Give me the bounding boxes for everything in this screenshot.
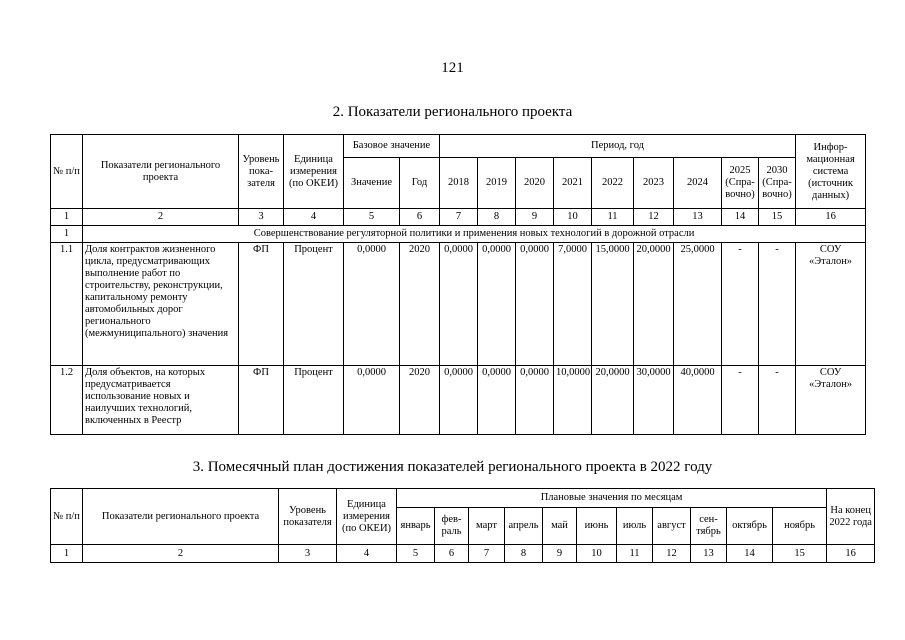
row-value: 10,0000 [554, 366, 592, 435]
col-number: 8 [478, 209, 516, 226]
header-year: 2021 [554, 158, 592, 209]
section-row-num: 1 [51, 226, 83, 243]
plan-col-number: 3 [279, 545, 337, 563]
monthly-plan-table [50, 488, 875, 563]
plan-header-month: август [653, 508, 691, 545]
plan-col-number: 5 [397, 545, 435, 563]
table-row [51, 366, 866, 435]
row-value: 15,0000 [592, 243, 634, 366]
header-period: Период, год [440, 135, 796, 158]
header-base-year: Год [400, 158, 440, 209]
header-info-system: Инфор-мационная система (источник данных) [796, 135, 866, 209]
col-number: 2 [83, 209, 239, 226]
row-value: 0,0000 [516, 243, 554, 366]
row-base-year: 2020 [400, 366, 440, 435]
plan-header-month: январь [397, 508, 435, 545]
header-year: 2024 [674, 158, 722, 209]
plan-col-number: 11 [617, 545, 653, 563]
row-value: 0,0000 [440, 243, 478, 366]
row-base-value: 0,0000 [344, 243, 400, 366]
header-year: 2022 [592, 158, 634, 209]
row-level: ФП [239, 366, 284, 435]
col-number: 15 [759, 209, 796, 226]
plan-header-num: № п/п [51, 489, 83, 545]
row-value: 25,0000 [674, 243, 722, 366]
plan-header-indicator: Показатели регионального проекта [83, 489, 279, 545]
plan-header-month: июль [617, 508, 653, 545]
header-base-value: Значение [344, 158, 400, 209]
row-base-value: 0,0000 [344, 366, 400, 435]
header-year: 2025 (Спра-вочно) [722, 158, 759, 209]
plan-header-month: апрель [505, 508, 543, 545]
col-number: 7 [440, 209, 478, 226]
row-value: 40,0000 [674, 366, 722, 435]
plan-header-month: май [543, 508, 577, 545]
header-num: № п/п [51, 135, 83, 209]
row-unit: Процент [284, 243, 344, 366]
col-number: 4 [284, 209, 344, 226]
header-year: 2030 (Спра-вочно) [759, 158, 796, 209]
plan-header-month: фев-раль [435, 508, 469, 545]
plan-col-number: 6 [435, 545, 469, 563]
header-year: 2023 [634, 158, 674, 209]
plan-header-month: октябрь [727, 508, 773, 545]
col-number: 10 [554, 209, 592, 226]
row-value: - [722, 366, 759, 435]
table-row [51, 243, 866, 366]
row-indicator-name: Доля объектов, на которых предусматривается использование новых и наилучших технологий, включенных в Реестр [83, 366, 239, 435]
plan-col-number: 9 [543, 545, 577, 563]
plan-header-level: Уровень показателя [279, 489, 337, 545]
header-indicator: Показатели регионального проекта [83, 135, 239, 209]
section-row-title: Совершенствование регуляторной политики и применения новых технологий в дорожной отрасли [83, 226, 866, 243]
page-number: 121 [441, 60, 464, 76]
row-value: 0,0000 [516, 366, 554, 435]
plan-header-month: июнь [577, 508, 617, 545]
row-source: СОУ «Эталон» [796, 366, 866, 435]
row-value: 20,0000 [634, 243, 674, 366]
row-value: - [759, 366, 796, 435]
row-value: 30,0000 [634, 366, 674, 435]
plan-col-number: 13 [691, 545, 727, 563]
row-value: 0,0000 [478, 366, 516, 435]
plan-col-number: 10 [577, 545, 617, 563]
section-3-title: 3. Помесячный план достижения показателей регионального проекта в 2022 году [192, 459, 713, 475]
plan-col-number: 7 [469, 545, 505, 563]
row-level: ФП [239, 243, 284, 366]
header-unit: Единица измерения (по ОКЕИ) [284, 135, 344, 209]
row-base-year: 2020 [400, 243, 440, 366]
plan-col-number: 12 [653, 545, 691, 563]
plan-header-month: март [469, 508, 505, 545]
header-level: Уровень пока-зателя [239, 135, 284, 209]
plan-header-planned: Плановые значения по месяцам [397, 489, 827, 508]
row-value: 0,0000 [440, 366, 478, 435]
row-value: 20,0000 [592, 366, 634, 435]
plan-col-number: 4 [337, 545, 397, 563]
col-number: 12 [634, 209, 674, 226]
header-year: 2019 [478, 158, 516, 209]
col-number: 11 [592, 209, 634, 226]
row-value: - [722, 243, 759, 366]
plan-header-end: На конец 2022 года [827, 489, 875, 545]
row-indicator-name: Доля контрактов жизненного цикла, предусматривающих выполнение работ по строительству, реконструкции, капитальному ремонту автомобильных дорог регионального (межмуниципального) значения [83, 243, 239, 366]
indicators-table [50, 134, 866, 435]
header-year: 2020 [516, 158, 554, 209]
header-base: Базовое значение [344, 135, 440, 158]
plan-col-number: 14 [727, 545, 773, 563]
plan-col-number: 15 [773, 545, 827, 563]
row-value: 7,0000 [554, 243, 592, 366]
plan-header-month: сен-тябрь [691, 508, 727, 545]
row-num: 1.2 [51, 366, 83, 435]
col-number: 1 [51, 209, 83, 226]
plan-col-number: 2 [83, 545, 279, 563]
section-2-title: 2. Показатели регионального проекта [332, 104, 573, 120]
col-number: 9 [516, 209, 554, 226]
col-number: 16 [796, 209, 866, 226]
plan-col-number: 8 [505, 545, 543, 563]
col-number: 14 [722, 209, 759, 226]
col-number: 3 [239, 209, 284, 226]
row-unit: Процент [284, 366, 344, 435]
col-number: 6 [400, 209, 440, 226]
row-value: - [759, 243, 796, 366]
col-number: 5 [344, 209, 400, 226]
plan-col-number: 1 [51, 545, 83, 563]
row-num: 1.1 [51, 243, 83, 366]
plan-header-month: ноябрь [773, 508, 827, 545]
col-number: 13 [674, 209, 722, 226]
plan-col-number: 16 [827, 545, 875, 563]
row-source: СОУ «Эталон» [796, 243, 866, 366]
plan-header-unit: Единица измерения (по ОКЕИ) [337, 489, 397, 545]
header-year: 2018 [440, 158, 478, 209]
row-value: 0,0000 [478, 243, 516, 366]
